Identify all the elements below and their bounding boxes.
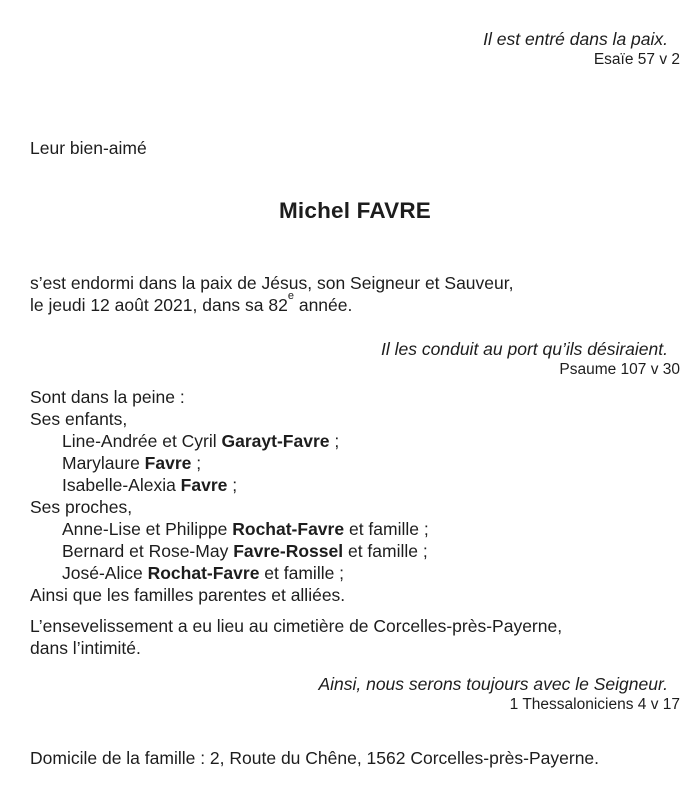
mourner-suffix: ; [191, 453, 202, 473]
mourner-line [30, 540, 680, 562]
mourner-text: Isabelle-Alexia [62, 475, 181, 495]
epigraph-bottom [30, 673, 680, 714]
epigraph-top-reference: Esaïe 57 v 2 [593, 51, 680, 68]
mourner-line [30, 562, 680, 584]
mourner-suffix: et famille ; [259, 563, 345, 583]
mourner-text: José-Alice [62, 563, 148, 583]
mourner-suffix: et famille ; [344, 519, 429, 539]
mourner-suffix: ; [329, 431, 340, 451]
mourners-intro: Sont dans la peine : [30, 387, 185, 407]
age-ordinal-suffix: e [287, 290, 294, 303]
salutation: Leur bien-aimé [30, 138, 147, 158]
deceased-name: Michel FAVRE [278, 198, 431, 223]
announcement-paragraph [30, 272, 680, 316]
epigraph-bottom-quote: Ainsi, nous serons toujours avec le Seigneur. [318, 674, 668, 694]
announcement-line1: s’est endormi dans la paix de Jésus, son Seigneur et Sauveur, [30, 273, 514, 293]
mourner-text: Anne-Lise et Philippe [62, 519, 233, 539]
mourner-family-name: Rochat-Favre [232, 519, 345, 539]
announcement-line2-start: le jeudi 12 août 2021, dans sa 82 [30, 295, 288, 315]
epigraph-middle-quote: Il les conduit au port qu’ils désiraient. [381, 339, 668, 359]
mourner-line [30, 474, 680, 496]
mourner-family-name: Favre [144, 453, 192, 473]
mourner-family-name: Favre-Rossel [233, 541, 344, 561]
mourners-group-children-label: Ses enfants, [30, 409, 128, 429]
family-address: Domicile de la famille : 2, Route du Chêne, 1562 Corcelles-près-Payerne. [30, 748, 600, 768]
mourner-family-name: Garayt-Favre [221, 431, 330, 451]
burial-line2: dans l’intimité. [30, 638, 141, 658]
epigraph-middle-reference: Psaume 107 v 30 [559, 361, 680, 378]
epigraph-bottom-reference: 1 Thessaloniciens 4 v 17 [509, 696, 680, 713]
mourner-text: Bernard et Rose-May [62, 541, 234, 561]
mourner-text: Marylaure [62, 453, 145, 473]
burial-paragraph [30, 615, 680, 659]
mourners-group-relatives-label: Ses proches, [30, 497, 133, 517]
burial-line1: L’ensevelissement a eu lieu au cimetière de Corcelles-près-Payerne, [30, 616, 563, 636]
mourner-text: Line-Andrée et Cyril [62, 431, 222, 451]
mourner-line [30, 518, 680, 540]
mourners-section [30, 386, 680, 606]
epigraph-top-quote: Il est entré dans la paix. [483, 29, 668, 49]
mourner-family-name: Favre [180, 475, 228, 495]
epigraph-top [30, 28, 680, 69]
mourner-suffix: ; [227, 475, 238, 495]
mourner-line [30, 430, 680, 452]
epigraph-middle [30, 338, 680, 379]
mourner-suffix: et famille ; [343, 541, 428, 561]
announcement-line2-end: année. [293, 295, 353, 315]
mourner-family-name: Rochat-Favre [147, 563, 260, 583]
mourner-line [30, 452, 680, 474]
mourners-outro: Ainsi que les familles parentes et alliées. [30, 585, 346, 605]
